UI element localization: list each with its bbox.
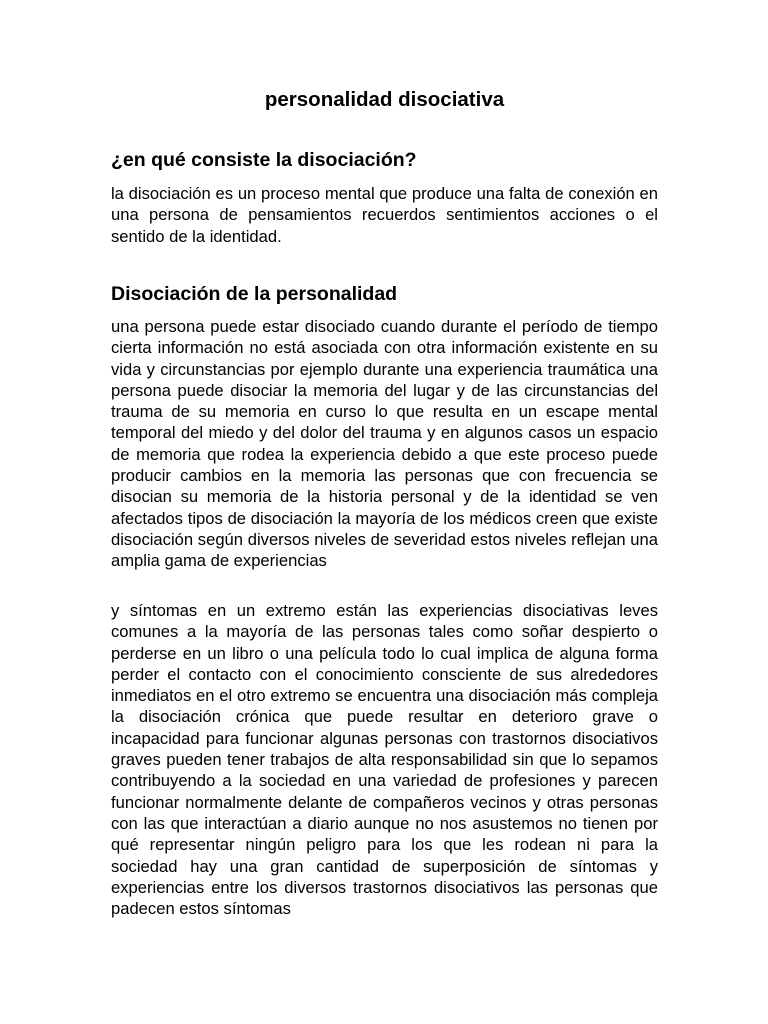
paragraph-dissociation-symptoms: y síntomas en un extremo están las experiencias disociativas leves comunes a la mayoría de las personas tales como soñar despierto o perderse en un libro o una película todo lo cual implica de alguna forma perder el contacto con el conocimiento consciente de sus alrededores inmediatos en el otro extremo se encuentra una disociación más compleja la disociación crónica que puede resultar en deterioro grave o incapacidad para funcionar algunas personas con trastornos disociativos graves pueden tener trabajos de alta responsabilidad sin que lo sepamos contribuyendo a la sociedad en una variedad de profesiones y parecen funcionar normalmente delante de compañeros vecinos y otras personas con las que interactúan a diario aunque no nos asustemos no tienen por qué representar ningún peligro para los que les rodean ni para la sociedad hay una gran cantidad de superposición de síntomas y experiencias entre los diversos trastornos disociativos las personas que padecen estos síntomas <box>111 601 658 919</box>
paragraph-definition: la disociación es un proceso mental que produce una falta de conexión en una persona de pensamientos recuerdos sentimientos acciones o el sentido de la identidad. <box>111 184 658 246</box>
document-title: personalidad disociativa <box>264 88 505 111</box>
paragraph-dissociation-experience: una persona puede estar disociado cuando durante el período de tiempo cierta información no está asociada con otra información existente en su vida y circunstancias por ejemplo durante una experiencia traumática una persona puede disociar la memoria del lugar y de las circunstancias del trauma de su memoria en curso lo que resulta en un escape mental temporal del miedo y del dolor del trauma y en algunos casos un espacio de memoria que rodea la experiencia debido a que este proceso puede producir cambios en la memoria las personas que con frecuencia se disocian su memoria de la historia personal y de la identidad se ven afectados tipos de disociación la mayoría de los médicos creen que existe disociación según diversos niveles de severidad estos niveles reflejan una amplia gama de experiencias <box>111 317 658 571</box>
section-heading-dissociation: ¿en qué consiste la disociación? <box>111 149 417 171</box>
section-heading-personality: Disociación de la personalidad <box>111 283 398 305</box>
